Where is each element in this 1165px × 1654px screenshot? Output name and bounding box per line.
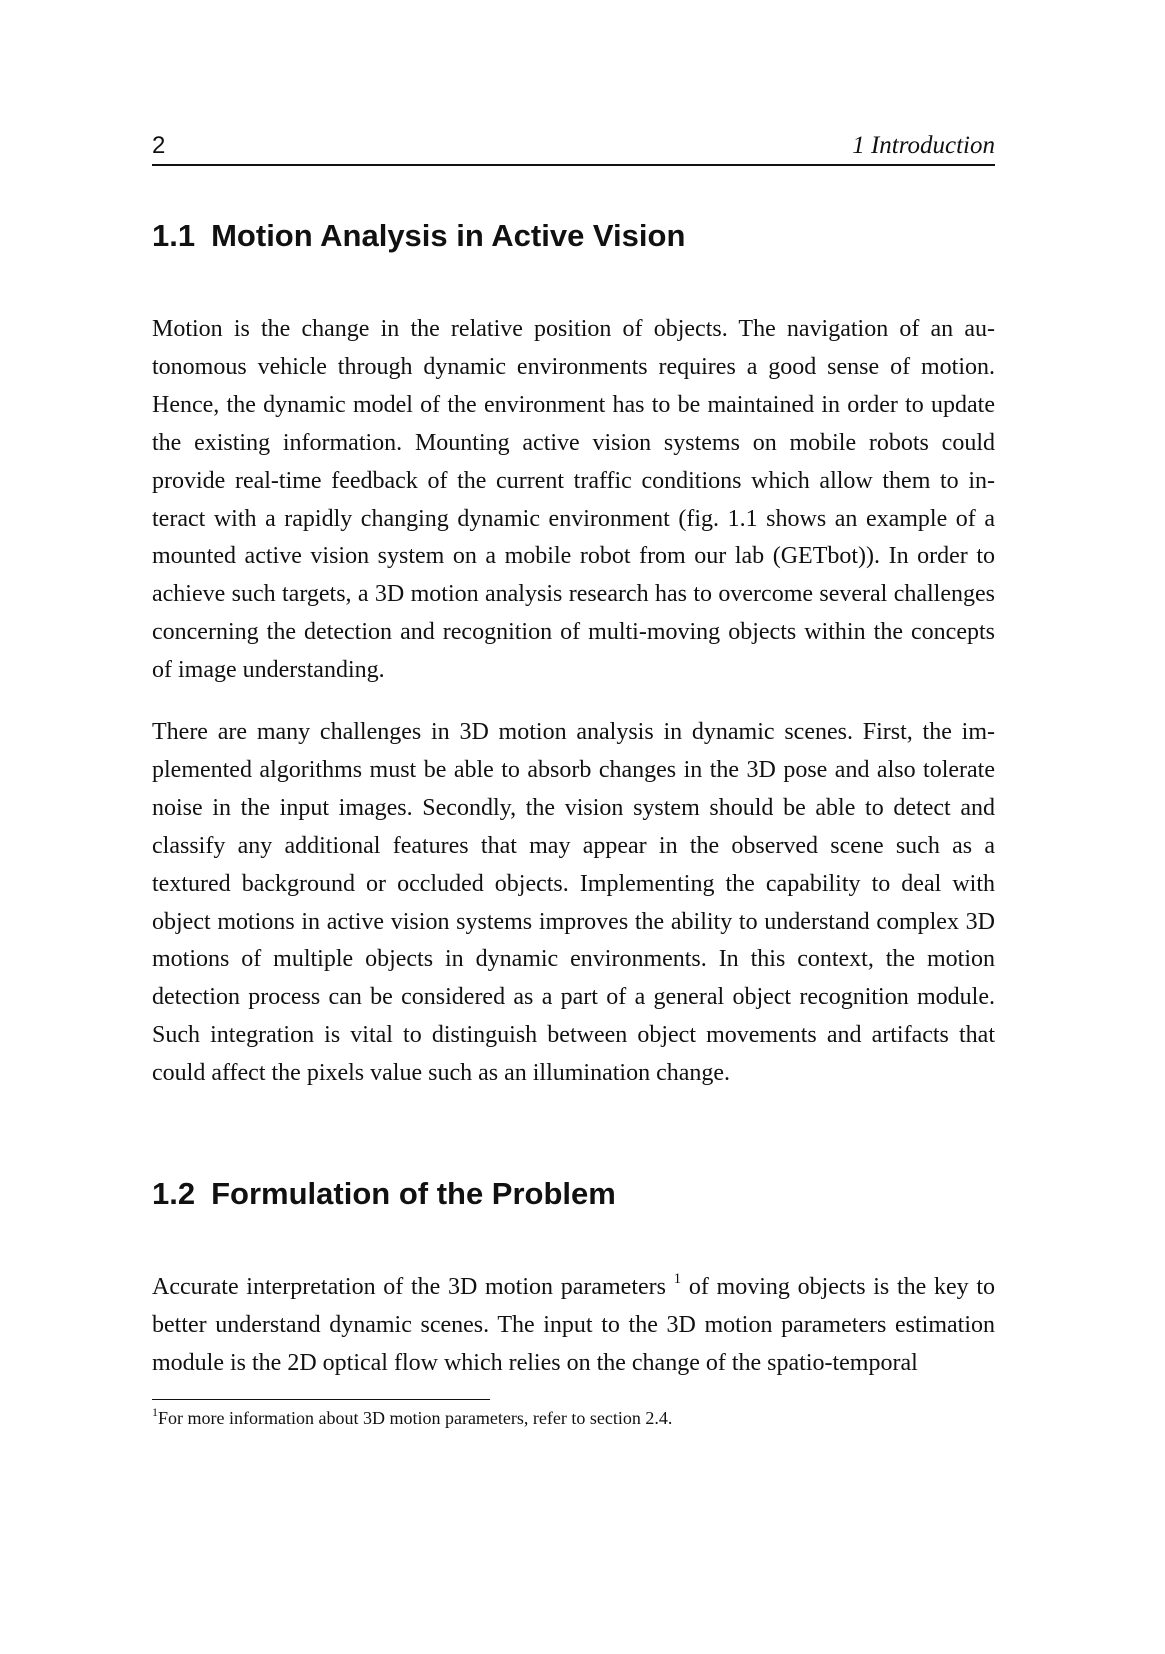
footnote-reference[interactable]: 1 bbox=[673, 1271, 682, 1287]
footnote bbox=[152, 1406, 672, 1430]
paragraph-text: of moving objects is the key to better understand dynamic scenes. The input to the 3D motion parameters estimation module is the 2D optical flow which relies on the change of the spatio-temporal bbox=[152, 1274, 995, 1376]
footnote-rule bbox=[152, 1399, 490, 1400]
running-header bbox=[152, 124, 995, 166]
body-paragraph: There are many challenges in 3D motion analysis in dynamic scenes. First, the implemented algorithms must be able to absorb changes in the 3D pose and also tolerate noise in the input images. Secondly, the vision system should be able to detect and classify any additional features that may appear in the observed scene such as a textured background or occluded objects. Implementing the capability to deal with object motions in active vision systems improves the ability to understand complex 3D motions of multiple objects in dynamic environments. In this context, the motion detection process can be considered as a part of a general object recognition module. Such integration is vital to distinguish between object movements and artifacts that could affect the pixels value such as an illumination change. bbox=[152, 719, 995, 1087]
footnote-marker: 1 bbox=[152, 1405, 158, 1419]
section-title: Formulation of the Problem bbox=[211, 1176, 616, 1211]
book-page bbox=[152, 0, 995, 1654]
section-title: Motion Analysis in Active Vision bbox=[211, 218, 686, 253]
section-heading-1-2 bbox=[152, 1176, 616, 1212]
running-chapter-title: 1 Introduction bbox=[852, 132, 995, 159]
paragraph-text: Accurate interpretation of the 3D motion parameters bbox=[152, 1274, 666, 1300]
section-number: 1.1 bbox=[152, 218, 196, 253]
body-paragraph: Motion is the change in the relative position of objects. The navigation of an autonomous vehicle through dynamic environments requires a good sense of motion. Hence, the dynamic model of the environment has to be maintained in order to update the existing information. Mounting active vision systems on mobile robots could provide real-time feedback of the current traffic conditions which allow them to interact with a rapidly changing dynamic environment (fig. 1.1 shows an example of a mounted active vision system on a mobile robot from our lab (GETbot)). In order to achieve such targets, a 3D motion analysis research has to overcome several challenges concerning the detection and recognition of multi-moving objects within the concepts of image understanding. bbox=[152, 316, 995, 684]
body-paragraph bbox=[152, 1269, 995, 1383]
section-heading-1-1 bbox=[152, 218, 685, 254]
footnote-text: For more information about 3D motion parameters, refer to section 2.4. bbox=[158, 1408, 673, 1428]
page-number: 2 bbox=[152, 132, 166, 159]
section-number: 1.2 bbox=[152, 1176, 196, 1211]
